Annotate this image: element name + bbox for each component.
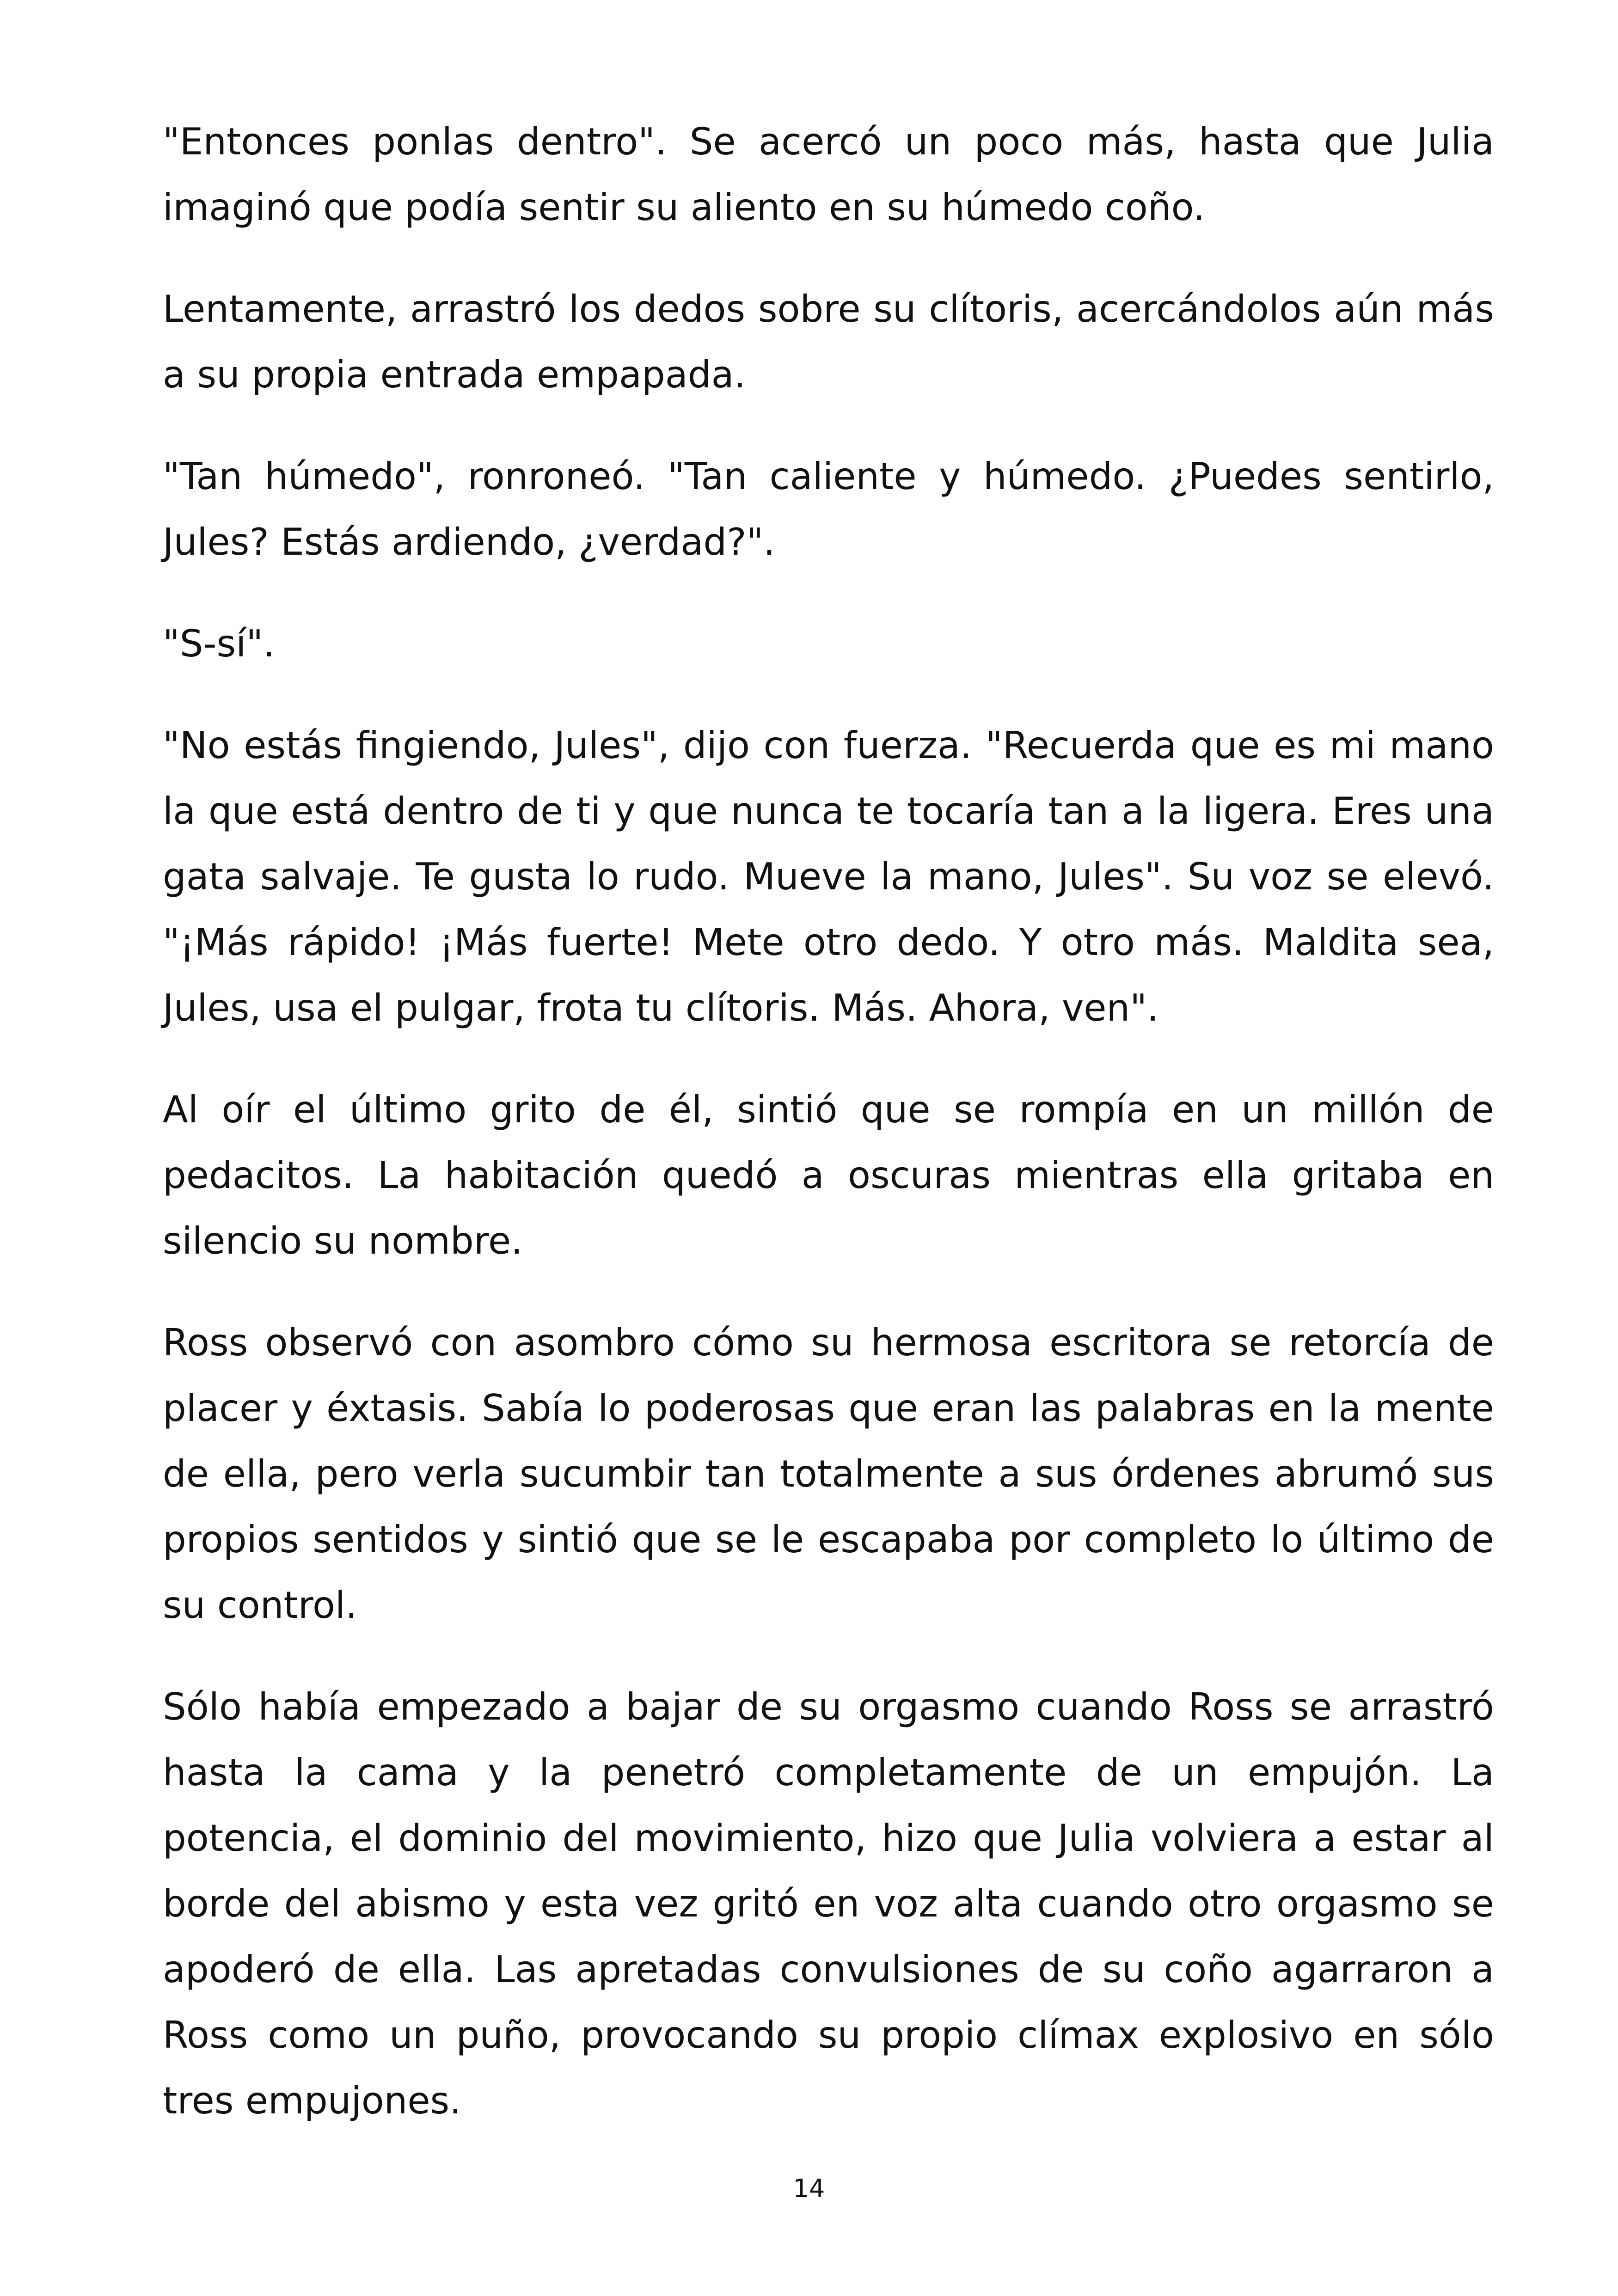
paragraph: Sólo había empezado a bajar de su orgasmo cuando Ross se arrastró hasta la cama y la penetró completamente de un empujón. La potencia, el dominio del movimiento, hizo que Julia volviera a estar al borde del abismo y esta vez gritó en voz alta cuando otro orgasmo se apoderó de ella. Las apretadas convulsiones de su coño agarraron a Ross como un puño, provocando su propio clímax explosivo en sólo tres empujones. [163,1685,1494,2122]
paragraph: Lentamente, arrastró los dedos sobre su clítoris, acercándolos aún más a su propia entrada empapada. [163,288,1494,396]
paragraph: Ross observó con asombro cómo su hermosa escritora se retorcía de placer y éxtasis. Sabía lo poderosas que eran las palabras en la mente de ella, pero verla sucumbir tan totalmente a sus órdenes abrumó sus propios sentidos y sintió que se le escapaba por completo lo último de su control. [163,1321,1494,1627]
paragraph: "S-sí". [163,622,275,665]
paragraph: "No estás fingiendo, Jules", dijo con fuerza. "Recuerda que es mi mano la que está dentro de ti y que nunca te tocaría tan a la ligera. Eres una gata salvaje. Te gusta lo rudo. Mueve la mano, Jules". Su voz se elevó. "¡Más rápido! ¡Más fuerte! Mete otro dedo. Y otro más. Maldita sea, Jules, usa el pulgar, frota tu clítoris. Más. Ahora, ven". [163,724,1494,1029]
paragraph: "Tan húmedo", ronroneó. "Tan caliente y húmedo. ¿Puedes sentirlo, Jules? Estás ardiendo, ¿verdad?". [163,455,1494,563]
page-number: 14 [793,2174,825,2203]
paragraph: "Entonces ponlas dentro". Se acercó un poco más, hasta que Julia imaginó que podía sentir su aliento en su húmedo coño. [163,120,1494,229]
body-text [163,109,1494,2170]
paragraph: Al oír el último grito de él, sintió que se rompía en un millón de pedacitos. La habitación quedó a oscuras mientras ella gritaba en silencio su nombre. [163,1088,1494,1262]
